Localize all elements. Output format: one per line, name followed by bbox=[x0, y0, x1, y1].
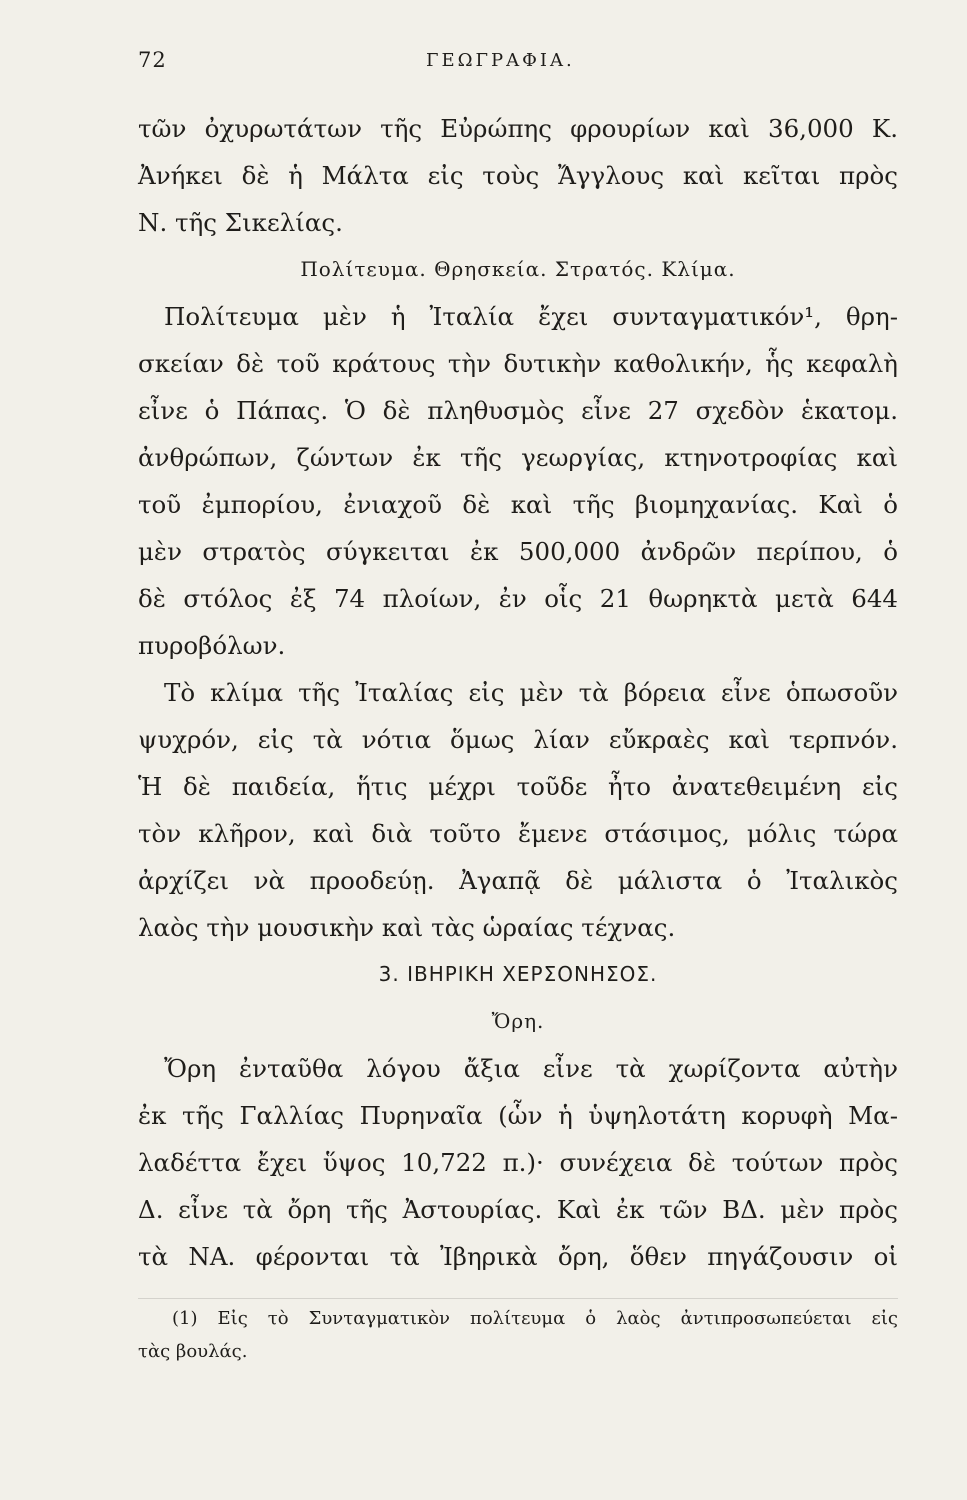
text-line: σκείαν δὲ τοῦ κράτους τὴν δυτικὴν καθολικήν, ἧς κεφαλὴ bbox=[138, 349, 898, 378]
running-title: ΓΕΩΓΡΑΦΙΑ. bbox=[426, 50, 575, 71]
text-line: ψυχρόν, εἰς τὰ νότια ὅμως λίαν εὔκραὲς καὶ τερπνόν. bbox=[138, 725, 898, 754]
text-line: δὲ στόλος ἐξ 74 πλοίων, ἐν οἷς 21 θωρηκτὰ μετὰ 644 bbox=[138, 584, 898, 613]
main-text bbox=[138, 105, 898, 1280]
text-line: μὲν στρατὸς σύγκειται ἐκ 500,000 ἀνδρῶν περίπου, ὁ bbox=[138, 537, 898, 566]
page-number: 72 bbox=[138, 48, 167, 72]
text-line: τοῦ ἐμπορίου, ἐνιαχοῦ δὲ καὶ τῆς βιομηχανίας. Καὶ ὁ bbox=[138, 490, 898, 519]
section-subheading: Ὄρη. bbox=[491, 1009, 545, 1033]
footnote bbox=[138, 1302, 898, 1368]
text-line: Δ. εἶνε τὰ ὄρη τῆς Ἀστουρίας. Καὶ ἐκ τῶν ΒΔ. μὲν πρὸς bbox=[138, 1195, 898, 1224]
page-header bbox=[138, 48, 898, 88]
text-line: Ν. τῆς Σικελίας. bbox=[138, 208, 343, 237]
text-line: πυροβόλων. bbox=[138, 631, 286, 660]
text-line: εἶνε ὁ Πάπας. Ὁ δὲ πληθυσμὸς εἶνε 27 σχεδὸν ἑκατομ. bbox=[138, 396, 898, 425]
text-line: τὰ ΝΑ. φέρονται τὰ Ἰβηρικὰ ὄρη, ὅθεν πηγάζουσιν οἱ bbox=[138, 1242, 898, 1271]
footnote-line: (1) Εἰς τὸ Συνταγματικὸν πολίτευμα ὁ λαὸς ἀντιπροσωπεύεται εἰς bbox=[172, 1308, 898, 1329]
section-title: 3. ΙΒΗΡΙΚΗ ΧΕΡΣΟΝΗΣΟΣ. bbox=[378, 962, 658, 986]
text-line: Ἀνήκει δὲ ἡ Μάλτα εἰς τοὺς Ἄγγλους καὶ κεῖται πρὸς bbox=[138, 161, 898, 190]
footnote-line: τὰς βουλάς. bbox=[138, 1341, 248, 1362]
text-line: λαδέττα ἔχει ὕψος 10,722 π.)· συνέχεια δὲ τούτων πρὸς bbox=[138, 1148, 898, 1177]
text-line: ἀνθρώπων, ζώντων ἐκ τῆς γεωργίας, κτηνοτροφίας καὶ bbox=[138, 443, 898, 472]
text-line: Ἡ δὲ παιδεία, ἥτις μέχρι τοῦδε ἦτο ἀνατεθειμένη εἰς bbox=[138, 772, 898, 801]
text-line: τῶν ὀχυρωτάτων τῆς Εὐρώπης φρουρίων καὶ 36,000 Κ. bbox=[138, 114, 898, 143]
text-line: Ὄρη ἐνταῦθα λόγου ἄξια εἶνε τὰ χωρίζοντα αὐτὴν bbox=[164, 1054, 898, 1083]
footnote-divider bbox=[138, 1298, 898, 1299]
text-line: Τὸ κλίμα τῆς Ἰταλίας εἰς μὲν τὰ βόρεια εἶνε ὁπωσοῦν bbox=[164, 678, 898, 707]
section-subheading: Πολίτευμα. Θρησκεία. Στρατός. Κλίμα. bbox=[300, 257, 736, 281]
text-line: λαὸς τὴν μουσικὴν καὶ τὰς ὡραίας τέχνας. bbox=[138, 913, 676, 942]
text-line: Πολίτευμα μὲν ἡ Ἰταλία ἔχει συνταγματικόν¹, θρη- bbox=[164, 302, 898, 331]
text-line: ἐκ τῆς Γαλλίας Πυρηναῖα (ὧν ἡ ὑψηλοτάτη κορυφὴ Μα- bbox=[138, 1101, 898, 1130]
text-line: τὸν κλῆρον, καὶ διὰ τοῦτο ἔμενε στάσιμος, μόλις τώρα bbox=[138, 819, 898, 848]
text-line: ἀρχίζει νὰ προοδεύῃ. Ἀγαπᾷ δὲ μάλιστα ὁ Ἰταλικὸς bbox=[138, 866, 898, 895]
